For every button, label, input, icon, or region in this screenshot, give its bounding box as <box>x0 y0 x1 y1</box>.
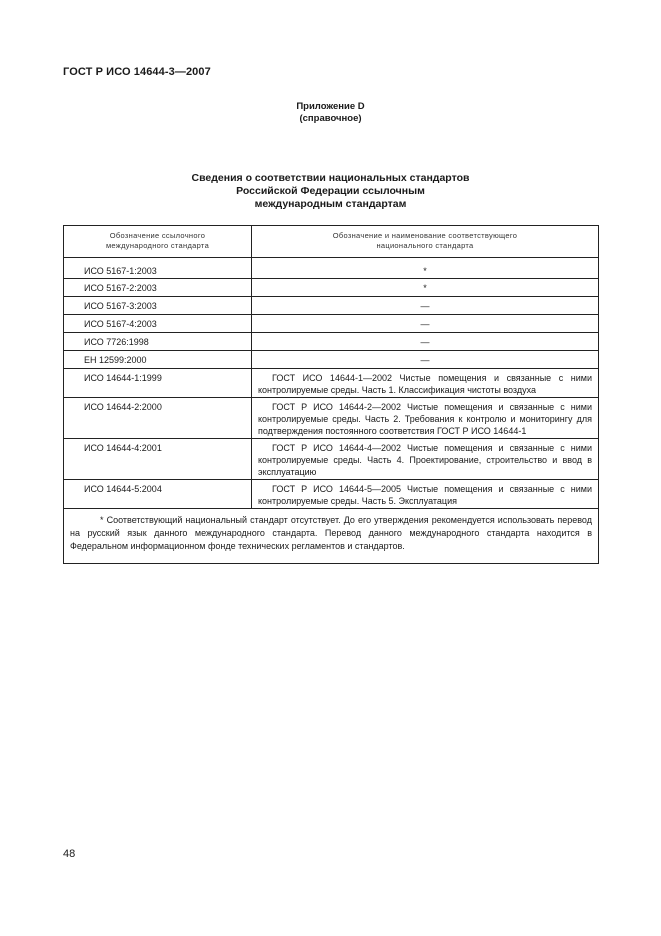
intl-standard-cell: ИСО 14644-4:2001 <box>64 439 252 480</box>
document-code: ГОСТ Р ИСО 14644-3—2007 <box>63 66 211 78</box>
section-title-line: Сведения о соответствии национальных стандартов <box>191 172 470 184</box>
table-row <box>64 369 599 398</box>
national-standard-cell: — <box>252 315 599 333</box>
national-standard-cell: ГОСТ Р ИСО 14644-2—2002 Чистые помещения и связанные с ними контролируемые среды. Часть 2. Требования к контролю и мониторингу для подтверждения постоянного соответствия ГОСТ Р ИСО 14644-1 <box>252 398 599 439</box>
section-title-line: международным стандартам <box>254 198 407 210</box>
header-text: национального стандарта <box>376 241 474 250</box>
national-standard-cell: — <box>252 297 599 315</box>
header-text: Обозначение и наименование соответствующего <box>332 231 518 240</box>
footnote: * Соответствующий национальный стандарт отсутствует. До его утверждения рекомендуется использовать перевод на русский язык данного международного стандарта. Перевод данного международного стандарта находится в Федеральном информационном фонде технических регламентов и стандартов. <box>64 509 599 564</box>
intl-standard-cell: ИСО 5167-3:2003 <box>64 297 252 315</box>
appendix-label: Приложение D <box>296 101 365 112</box>
table-row <box>64 439 599 480</box>
footnote-row <box>64 509 599 564</box>
national-standard-cell: ГОСТ Р ИСО 14644-5—2005 Чистые помещения и связанные с ними контролируемые среды. Часть 5. Эксплуатация <box>252 480 599 509</box>
table-row <box>64 258 599 279</box>
intl-standard-cell: ИСО 14644-5:2004 <box>64 480 252 509</box>
intl-standard-cell: ИСО 14644-1:1999 <box>64 369 252 398</box>
header-text: международного стандарта <box>105 241 210 250</box>
intl-standard-cell: ИСО 7726:1998 <box>64 333 252 351</box>
appendix-heading <box>0 101 661 125</box>
section-title-line: Российской Федерации ссылочным <box>236 185 425 197</box>
national-standard-cell: — <box>252 351 599 369</box>
table-row <box>64 315 599 333</box>
national-standard-cell: ГОСТ ИСО 14644-1—2002 Чистые помещения и связанные с ними контролируемые среды. Часть 1. Классификация чистоты воздуха <box>252 369 599 398</box>
table-header-row <box>64 226 599 258</box>
table-row <box>64 351 599 369</box>
national-standard-cell: ГОСТ Р ИСО 14644-4—2002 Чистые помещения и связанные с ними контролируемые среды. Часть 4. Проектирование, строительство и ввод в эксплуатацию <box>252 439 599 480</box>
national-standard-cell: * <box>252 279 599 297</box>
correspondence-table <box>63 225 599 564</box>
header-text: Обозначение ссылочного <box>109 231 206 240</box>
table-row <box>64 279 599 297</box>
table-row <box>64 297 599 315</box>
intl-standard-cell: ИСО 5167-2:2003 <box>64 279 252 297</box>
national-standard-cell: — <box>252 333 599 351</box>
table-row <box>64 333 599 351</box>
intl-standard-cell: ИСО 5167-1:2003 <box>64 258 252 279</box>
intl-standard-cell: ИСО 5167-4:2003 <box>64 315 252 333</box>
national-standard-cell: * <box>252 258 599 279</box>
appendix-type: (справочное) <box>299 113 362 124</box>
header-national-standard <box>252 226 599 258</box>
section-title <box>0 172 661 211</box>
header-intl-standard <box>64 226 252 258</box>
page-number: 48 <box>63 848 76 860</box>
table-row <box>64 480 599 509</box>
intl-standard-cell: ИСО 14644-2:2000 <box>64 398 252 439</box>
table-row <box>64 398 599 439</box>
intl-standard-cell: ЕН 12599:2000 <box>64 351 252 369</box>
